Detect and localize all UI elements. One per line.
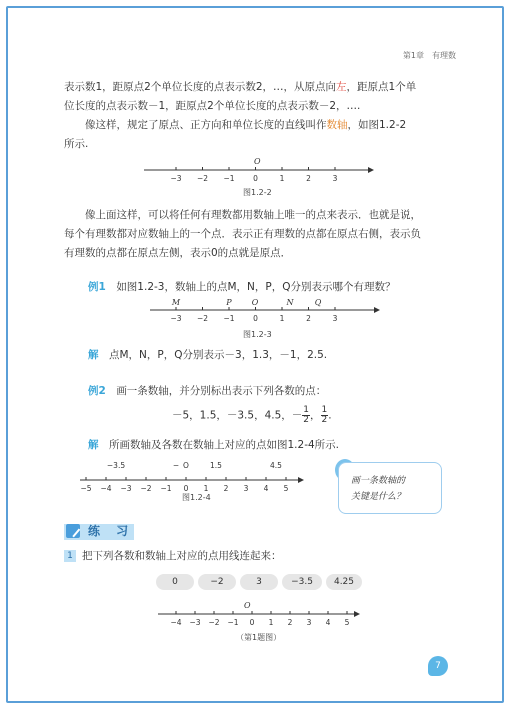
point-label-o: O	[251, 298, 259, 307]
fig-1-2-4-point-label: 1.5	[210, 461, 222, 470]
caption-fig-1-2-3: 图1.2-3	[243, 330, 272, 339]
fig-1-2-3-tick-label: −1	[223, 314, 235, 323]
practice-tick-label: 0	[249, 618, 255, 627]
fig-1-2-4-point-label: −3.5	[106, 461, 126, 470]
fig-1-2-3-tick-label: −2	[196, 314, 209, 323]
para1-b: ，距原点1个单	[346, 81, 417, 93]
number-line-fig-1-2-4	[76, 456, 306, 492]
example2-numbers: －5，1.5，－3.5，4.5，－ $\frac{1}{2}$ ， $\frac{1}{2}$ .	[172, 405, 332, 425]
fig-1-2-4-tick-label: 2	[223, 484, 229, 492]
practice-origin-label: O	[244, 601, 251, 610]
example2-text: 画一条数轴，并分别标出表示下列各数的点：	[116, 385, 327, 397]
fig-1-2-4-tick-label: 1	[203, 484, 209, 492]
number-line-fig-1-2-2	[140, 156, 380, 188]
solution2-text: 所画数轴及各数在数轴上对应的点如图1.2-4所示.	[109, 439, 340, 451]
fig-1-2-2-tick-label: −1	[223, 174, 235, 183]
fraction-half: $\frac{1}{2}$	[321, 405, 328, 425]
fig-1-2-4-tick-label: −1	[160, 484, 172, 492]
page-number-badge: 7	[428, 656, 448, 676]
para3-line3: 有理数的点都在原点左侧，表示0的点就是原点．	[64, 247, 292, 259]
caption-fig-1-2-4: 图1.2-4	[182, 493, 211, 502]
bubble-line2: 关键是什么？	[351, 492, 406, 502]
para2-keyword: 数轴	[326, 119, 348, 131]
para3-line1	[64, 206, 464, 224]
fig-1-2-4-tick-label: −3	[120, 484, 132, 492]
number-line-practice	[154, 600, 364, 632]
practice-tick-label: 2	[287, 618, 293, 627]
fig-1-2-2-tick-label: 3	[332, 174, 338, 183]
fig-1-2-3-tick-label: 1	[279, 314, 285, 323]
para2-line2: 所示.	[64, 138, 89, 150]
fig-1-2-4-point-label: 4.5	[270, 461, 282, 470]
fig-1-2-2-tick-label: 1	[279, 174, 285, 183]
practice-tick-label: −4	[170, 618, 182, 627]
para3-line2: 每个有理数都对应数轴上的一个点．表示正有理数的点都在原点右侧，表示负	[64, 228, 421, 240]
solution1-text: 点M，N，P，Q分别表示－3，1.3，－1，2.5.	[109, 349, 328, 361]
solution1-label: 解	[88, 349, 99, 361]
example2	[88, 382, 468, 400]
para2-b: ，如图1.2-2	[347, 119, 407, 131]
practice-item-text: 把下列各数和数轴上对应的点用线连起来：	[82, 550, 282, 562]
hint-bubble-text	[351, 473, 405, 505]
answer-pill-4[interactable]: −3.5	[282, 574, 322, 590]
para1-left: 左	[336, 81, 347, 93]
caption-fig-1-2-2: 图1.2-2	[243, 188, 272, 197]
fig-1-2-4-tick-label: −5	[80, 484, 92, 492]
fig-1-2-2-tick-label: −2	[196, 174, 209, 183]
para3-line1-text: 像上面这样，可以将任何有理数都用数轴上唯一的点来表示．也就是说，	[85, 209, 421, 221]
fig-1-2-4-tick-label: 4	[263, 484, 269, 492]
example1	[88, 278, 468, 296]
point-label-n: N	[286, 298, 294, 307]
bubble-line1: 画一条数轴的	[351, 476, 406, 486]
para2-a: 像这样，规定了原点、正方向和单位长度的直线叫作	[85, 119, 327, 131]
origin-label: O	[254, 157, 261, 166]
fig-1-2-2-tick-label: −3	[170, 174, 182, 183]
fig-1-2-2-tick-label: 2	[306, 174, 311, 183]
fig-1-2-3-tick-label: 2	[306, 314, 311, 323]
solution1	[88, 346, 468, 364]
practice-title: 练 习	[88, 524, 135, 538]
practice-tick-label: 4	[325, 618, 331, 627]
fig-1-2-4-tick-label: 3	[243, 484, 249, 492]
practice-tick-label: 5	[344, 618, 350, 627]
example2-label: 例2	[88, 385, 106, 397]
fig-1-2-3-tick-label: 0	[253, 314, 258, 323]
answer-pill-5[interactable]: 4.25	[326, 574, 362, 590]
practice-tick-label: 3	[306, 618, 312, 627]
chapter-header: 第1章 有理数	[402, 51, 456, 60]
fig-1-2-4-tick-label: −4	[100, 484, 112, 492]
example1-text: 如图1.2-3，数轴上的点M，N，P，Q分别表示哪个有理数？	[116, 281, 396, 293]
para1-a: 表示数1，距原点2个单位长度的点表示数2，…，从原点向	[64, 81, 337, 93]
example1-label: 例1	[88, 281, 106, 293]
solution2-label: 解	[88, 439, 99, 451]
point-label-m: M	[171, 298, 181, 307]
para1-line2: 位长度的点表示数－1，距原点2个单位长度的点表示数－2，….	[64, 100, 361, 112]
answer-pill-1[interactable]: 0	[156, 574, 194, 590]
practice-item-number: 1	[64, 550, 76, 562]
pencil-icon	[66, 524, 80, 538]
fig-1-2-2-tick-label: 0	[253, 174, 258, 183]
practice-tick-label: 1	[268, 618, 274, 627]
fig-1-2-4-tick-label: 0	[183, 484, 189, 492]
point-label-q: Q	[314, 298, 322, 307]
fig-1-2-3-tick-label: 3	[332, 314, 338, 323]
fig-1-2-4-point-label: −	[172, 461, 180, 470]
hint-bubble	[338, 462, 442, 514]
practice-tick-label: −2	[208, 618, 220, 627]
para1-line1	[64, 78, 454, 96]
fig-1-2-4-point-label: O	[183, 461, 189, 470]
answer-pill-2[interactable]: −2	[198, 574, 236, 590]
solution2	[88, 436, 468, 454]
answer-pill-3[interactable]: 3	[240, 574, 278, 590]
example2-numbers-text: －5，1.5，－3.5，4.5，－	[172, 409, 303, 422]
fraction-half-neg: $\frac{1}{2}$	[303, 405, 310, 425]
para2-line1	[64, 116, 454, 134]
number-line-fig-1-2-3	[146, 296, 386, 328]
fig-1-2-4-tick-label: 5	[283, 484, 289, 492]
caption-practice: （第1题图）	[236, 633, 282, 642]
practice-tick-label: −3	[189, 618, 201, 627]
fig-1-2-4-tick-label: −2	[140, 484, 152, 492]
fig-1-2-3-tick-label: −3	[170, 314, 182, 323]
practice-tick-label: −1	[227, 618, 239, 627]
point-label-p: P	[226, 298, 232, 307]
